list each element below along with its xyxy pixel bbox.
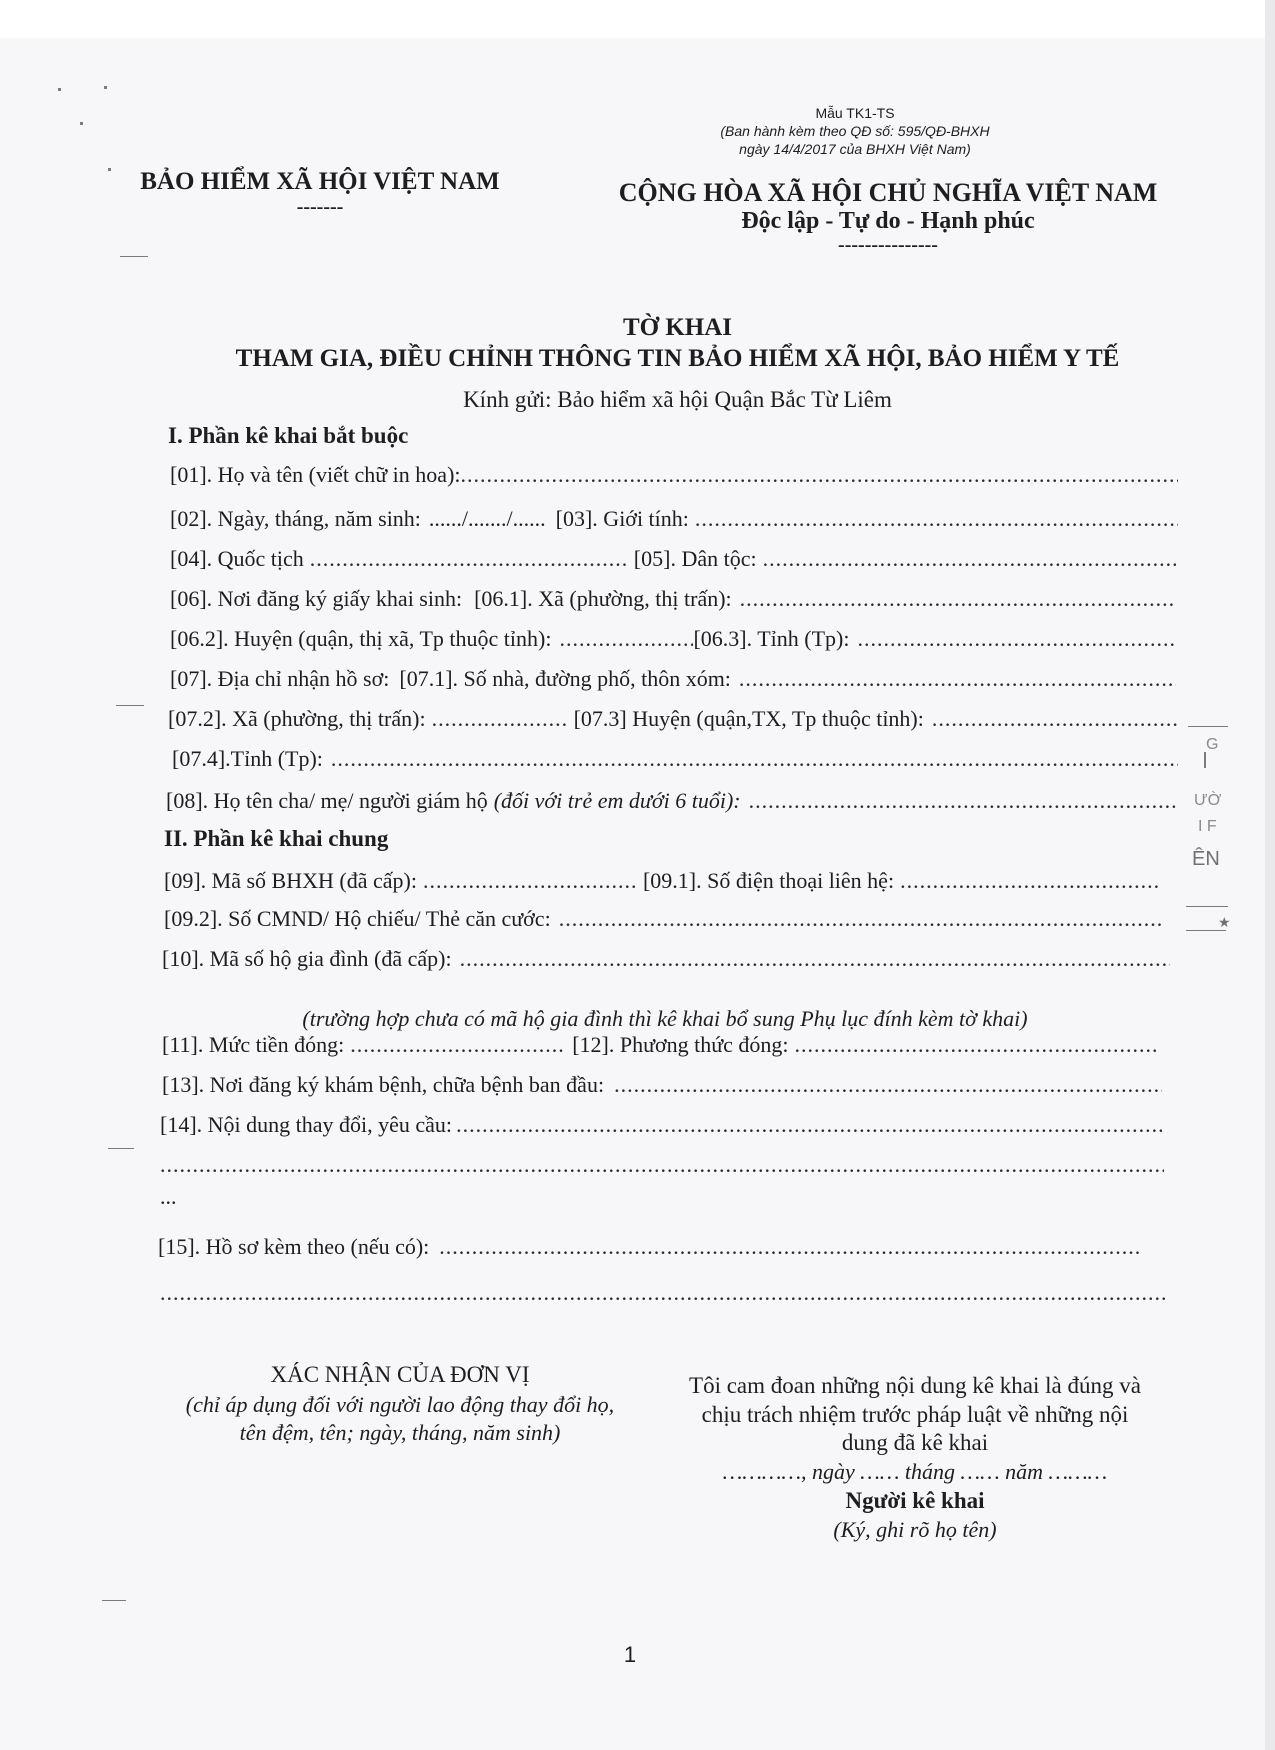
fill-line — [795, 1032, 1160, 1058]
fill-line — [331, 746, 1178, 772]
agency-rule: ------- — [296, 196, 344, 218]
field-02-03-birth-gender[interactable] — [170, 506, 1178, 532]
label-06-3: [06.3]. Tỉnh (Tp): — [693, 626, 850, 651]
margin-fragment: G — [1206, 736, 1219, 753]
fill-line — [160, 1280, 1166, 1306]
fill-line — [900, 868, 1158, 894]
margin-tick — [1186, 930, 1226, 931]
field-14-change-request[interactable] — [160, 1112, 1162, 1138]
field-06-birth-registration[interactable] — [170, 586, 1176, 612]
fill-line — [350, 1032, 566, 1058]
fill-line — [740, 586, 1176, 612]
document-subtitle: THAM GIA, ĐIỀU CHỈNH THÔNG TIN BẢO HIỂM XÃ HỘI, BẢO HIỂM Y TẾ — [235, 345, 1120, 372]
label-02: [02]. Ngày, tháng, năm sinh: — [170, 506, 421, 531]
fill-line — [439, 1234, 1142, 1260]
fill-line — [695, 506, 1178, 532]
birth-date-blank[interactable]: ....../......./...... — [428, 506, 546, 531]
field-14-continuation: ... — [160, 1184, 177, 1209]
unit-confirmation-note-2: tên đệm, tên; ngày, tháng, năm sinh) — [239, 1420, 561, 1445]
label-03: [03]. Giới tính: — [555, 506, 689, 531]
signature-note: (Ký, ghi rõ họ tên) — [833, 1517, 997, 1542]
section-2-heading: II. Phần kê khai chung — [164, 826, 389, 851]
label-09: [09]. Mã số BHXH (đã cấp): — [164, 868, 417, 893]
label-07-4: [07.4].Tỉnh (Tp): — [172, 746, 323, 771]
field-09-2-id-number[interactable] — [164, 906, 1162, 932]
margin-tick — [1188, 726, 1228, 727]
scan-speck — [108, 168, 111, 171]
motto-rule: --------------- — [838, 234, 938, 256]
fill-line — [932, 706, 1178, 732]
margin-tick — [1186, 906, 1228, 907]
label-04: [04]. Quốc tịch — [170, 546, 304, 571]
fill-line — [739, 666, 1176, 692]
margin-fragment: ★ — [1218, 914, 1231, 930]
label-10: [10]. Mã số hộ gia đình (đã cấp): — [162, 946, 452, 971]
fill-line — [857, 626, 1176, 652]
section-1-heading: I. Phần kê khai bắt buộc — [168, 423, 409, 448]
label-06-2: [06.2]. Huyện (quận, thị xã, Tp thuộc tỉnh): — [170, 626, 552, 651]
form-code-decision: (Ban hành kèm theo QĐ số: 595/QĐ-BHXH — [720, 123, 990, 139]
field-07-address[interactable] — [170, 666, 1176, 692]
addressee: Kính gửi: Bảo hiểm xã hội Quận Bắc Từ Liêm — [463, 387, 892, 412]
scan-speck — [104, 86, 107, 89]
agency-name: BẢO HIỂM XÃ HỘI VIỆT NAM — [140, 168, 500, 195]
label-01: [01]. Họ và tên (viết chữ in hoa): — [170, 462, 461, 487]
field-15-attachments[interactable] — [158, 1234, 1142, 1260]
fill-line — [310, 546, 628, 572]
field-11-12-payment[interactable] — [162, 1032, 1160, 1058]
field-08-guardian[interactable] — [166, 788, 1178, 814]
fill-line — [423, 868, 637, 894]
fill-line — [614, 1072, 1162, 1098]
label-06: [06]. Nơi đăng ký giấy khai sinh: — [170, 586, 463, 611]
unit-confirmation-title: XÁC NHẬN CỦA ĐƠN VỊ — [270, 1362, 530, 1387]
national-motto: Độc lập - Tự do - Hạnh phúc — [741, 208, 1035, 234]
declaration-line-1: Tôi cam đoan những nội dung kê khai là đúng và — [689, 1373, 1141, 1398]
margin-tick — [116, 705, 144, 706]
signature-date[interactable]: …………, ngày …… tháng …… năm ……… — [722, 1459, 1108, 1484]
field-07-2-07-3-ward-district[interactable] — [168, 706, 1178, 732]
field-09-bhxh-phone[interactable] — [164, 868, 1158, 894]
fill-line — [763, 546, 1176, 572]
margin-tick — [102, 1600, 126, 1601]
page-number: 1 — [623, 1642, 637, 1667]
document-title: TỜ KHAI — [622, 314, 733, 341]
form-code-date: ngày 14/4/2017 của BHXH Việt Nam) — [739, 141, 971, 157]
label-07-2: [07.2]. Xã (phường, thị trấn): — [168, 706, 426, 731]
label-11: [11]. Mức tiền đóng: — [162, 1032, 345, 1057]
margin-fragment: I F — [1198, 818, 1217, 835]
form-code — [690, 104, 1020, 158]
fill-line — [461, 462, 1178, 488]
form-code-title: Mẫu TK1-TS — [815, 105, 895, 121]
fill-line — [559, 626, 693, 652]
fill-line — [432, 706, 566, 732]
fill-line — [160, 1152, 1164, 1178]
label-07-1: [07.1]. Số nhà, đường phố, thôn xóm: — [399, 666, 731, 691]
field-15-line-2[interactable] — [160, 1280, 1166, 1306]
field-01-full-name[interactable] — [170, 462, 1178, 488]
margin-tick — [108, 1148, 134, 1149]
label-06-1: [06.1]. Xã (phường, thị trấn): — [474, 586, 732, 611]
label-08: [08]. Họ tên cha/ mẹ/ người giám hộ — [166, 788, 488, 813]
household-note: (trường hợp chưa có mã hộ gia đình thì kê khai bổ sung Phụ lục đính kèm tờ khai) — [302, 1006, 1028, 1031]
label-07: [07]. Địa chỉ nhận hồ sơ: — [170, 666, 390, 691]
signer-label: Người kê khai — [845, 1488, 985, 1513]
field-14-line-2[interactable] — [160, 1152, 1164, 1178]
fill-line — [456, 1112, 1162, 1138]
label-07-3: [07.3] Huyện (quận,TX, Tp thuộc tỉnh): — [573, 706, 924, 731]
declaration-line-2: chịu trách nhiệm trước pháp luật về những nội — [701, 1402, 1129, 1427]
unit-confirmation-note-1: (chỉ áp dụng đối với người lao động thay đổi họ, — [185, 1392, 615, 1417]
label-13: [13]. Nơi đăng ký khám bệnh, chữa bệnh ban đầu: — [162, 1072, 605, 1097]
label-09-1: [09.1]. Số điện thoại liên hệ: — [642, 868, 895, 893]
fill-line — [749, 788, 1178, 814]
label-15: [15]. Hồ sơ kèm theo (nếu có): — [158, 1234, 430, 1259]
fill-line — [559, 906, 1162, 932]
label-14: [14]. Nội dung thay đổi, yêu cầu: — [160, 1112, 453, 1137]
label-08-note: (đối với trẻ em dưới 6 tuổi): — [493, 788, 741, 813]
field-10-household-code[interactable] — [162, 946, 1170, 972]
margin-tick — [120, 256, 148, 257]
scan-speck — [80, 122, 83, 125]
field-04-05-nationality-ethnicity[interactable] — [170, 546, 1176, 572]
scan-speck — [58, 88, 61, 91]
label-05: [05]. Dân tộc: — [633, 546, 757, 571]
label-12: [12]. Phương thức đóng: — [572, 1032, 789, 1057]
country-name: CỘNG HÒA XÃ HỘI CHỦ NGHĨA VIỆT NAM — [618, 178, 1158, 207]
fill-line — [460, 946, 1170, 972]
declaration-line-3: dung đã kê khai — [841, 1430, 989, 1455]
margin-fragment: ÊN — [1192, 848, 1220, 870]
margin-tick — [1204, 752, 1206, 768]
field-13-healthcare-registration[interactable] — [162, 1072, 1162, 1098]
margin-fragment: ƯỜ — [1194, 792, 1222, 809]
field-06-2-06-3-district-province[interactable] — [170, 626, 1176, 652]
label-09-2: [09.2]. Số CMND/ Hộ chiếu/ Thẻ căn cước: — [164, 906, 551, 931]
field-07-4-province[interactable] — [172, 746, 1178, 772]
